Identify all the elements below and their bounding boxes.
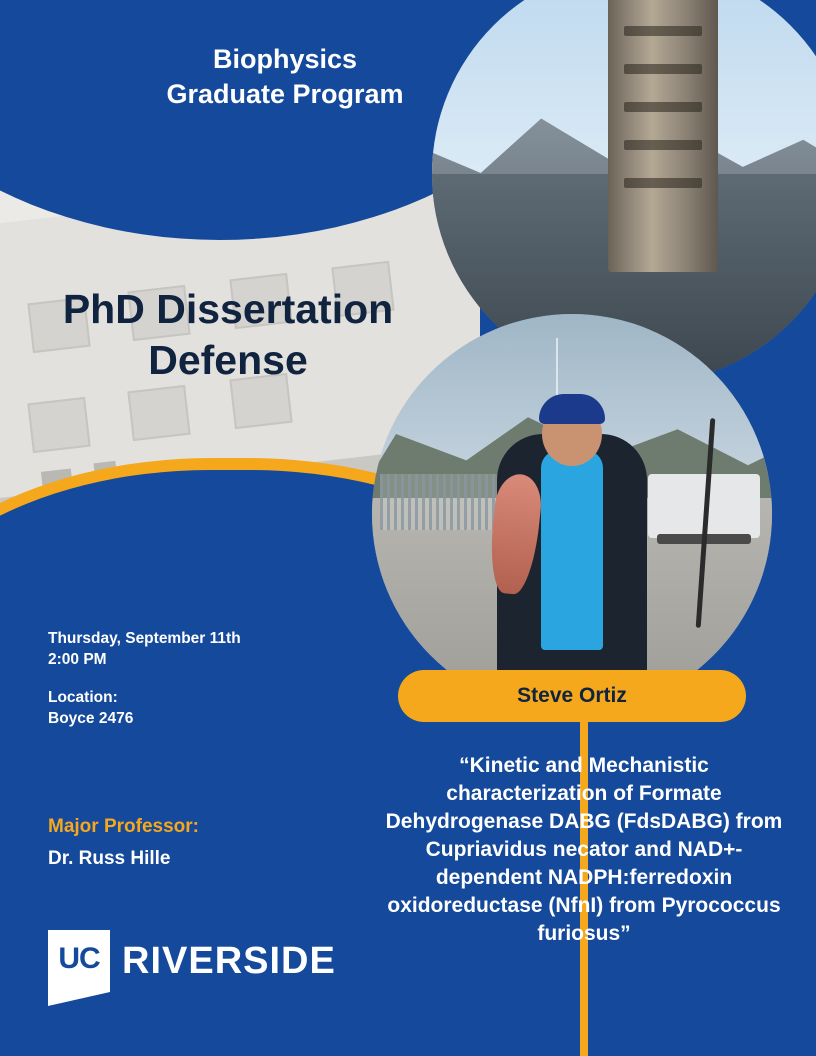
major-professor-name: Dr. Russ Hille bbox=[48, 848, 171, 869]
program-title bbox=[120, 42, 450, 111]
tower-slot bbox=[624, 64, 702, 74]
event-date: Thursday, September 11th bbox=[48, 630, 241, 647]
uc-badge-text: UC bbox=[58, 942, 100, 975]
page-title-line2: Defense bbox=[148, 337, 308, 384]
photo-fence bbox=[380, 474, 500, 530]
event-details bbox=[48, 628, 338, 746]
talk-title: “Kinetic and Mechanistic characterization of Formate Dehydrogenase DABG (FdsDABG) from Cupriavidus necator and NAD+-dependent NADPH:ferredoxin oxidoreductase (NfnI) from Pyrococcus furiosus” bbox=[385, 754, 783, 945]
tower-slot bbox=[624, 26, 702, 36]
speaker-name: Steve Ortiz bbox=[517, 684, 627, 707]
tower-slot bbox=[624, 102, 702, 112]
location-value: Boyce 2476 bbox=[48, 710, 134, 728]
bell-tower bbox=[608, 0, 718, 272]
page-title bbox=[18, 284, 438, 387]
location-block bbox=[48, 687, 338, 730]
tower-slot bbox=[624, 178, 702, 188]
riverside-wordmark: RIVERSIDE bbox=[122, 939, 336, 982]
uc-badge-icon bbox=[48, 930, 110, 992]
speaker-cap bbox=[539, 394, 605, 424]
location-label: Location: bbox=[48, 688, 118, 706]
ucr-logo bbox=[48, 930, 336, 992]
tower-slot bbox=[624, 140, 702, 150]
page-title-line1: PhD Dissertation bbox=[62, 286, 394, 332]
major-professor-label: Major Professor: bbox=[48, 816, 199, 837]
speaker-name-badge bbox=[398, 670, 746, 722]
datetime-block bbox=[48, 628, 338, 671]
program-title-line2: Graduate Program bbox=[166, 78, 404, 109]
event-time: 2:00 PM bbox=[48, 651, 107, 669]
speaker-shirt bbox=[541, 450, 603, 650]
program-title-line1: Biophysics bbox=[212, 44, 358, 74]
